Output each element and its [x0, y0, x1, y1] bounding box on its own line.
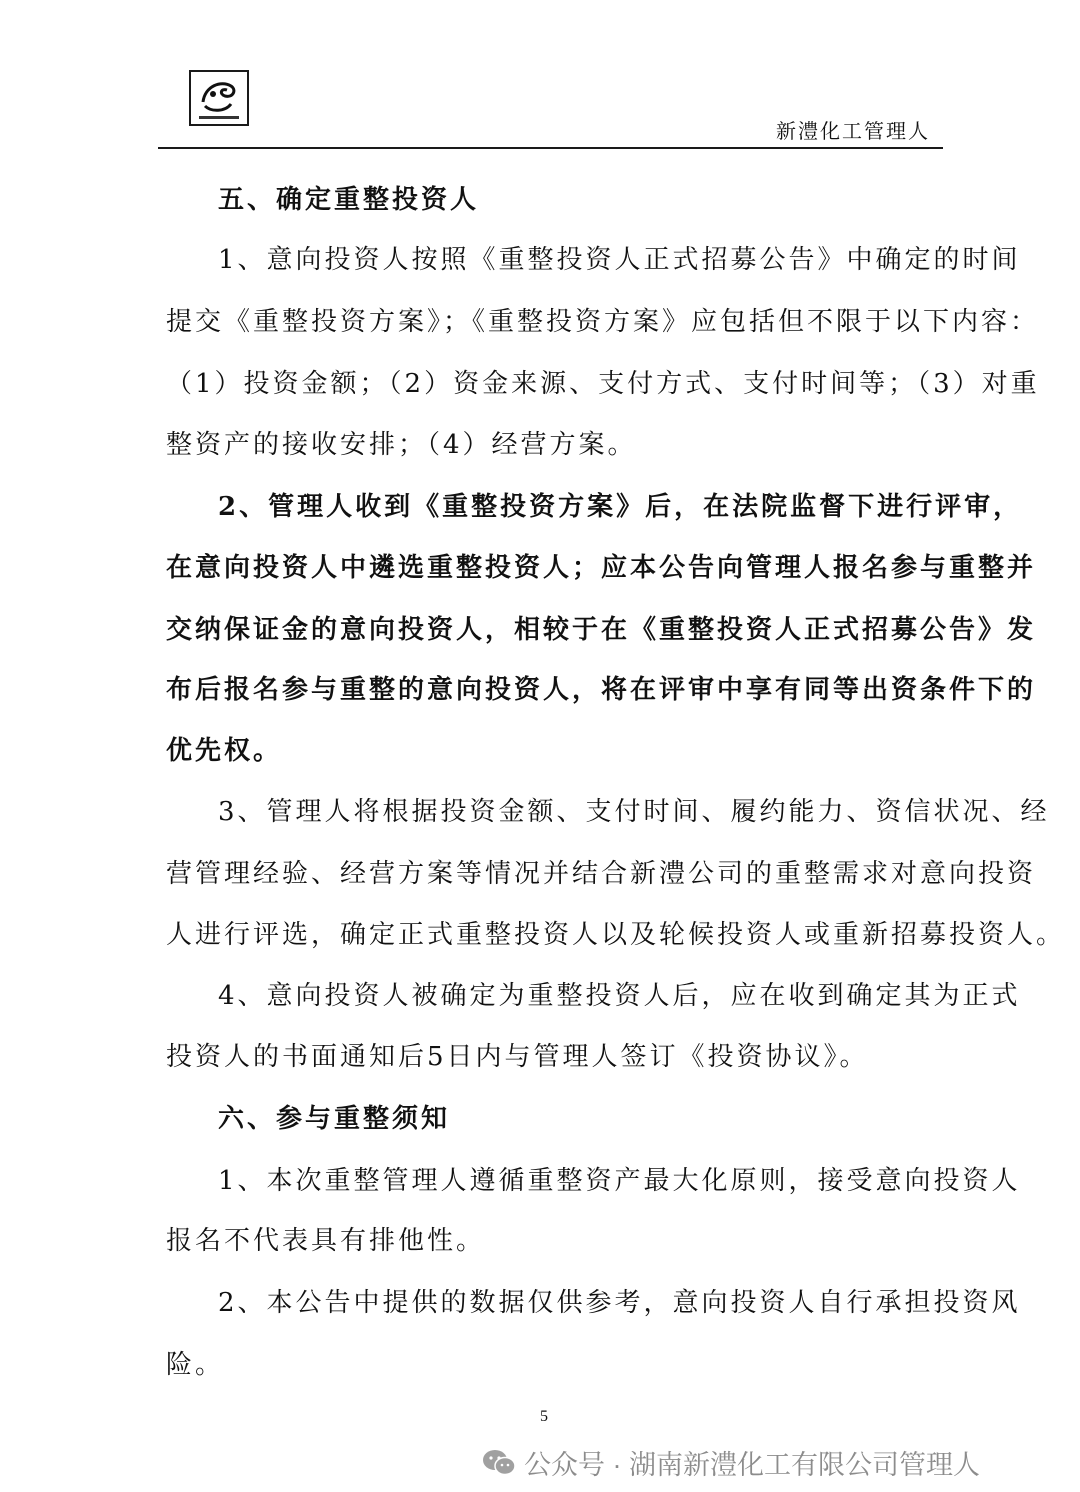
paragraph-line: 投资人的书面通知后5日内与管理人签订《投资协议》。 [166, 1042, 869, 1072]
header-title: 新澧化工管理人 [776, 119, 930, 143]
paragraph-line-bold: 交纳保证金的意向投资人，相较于在《重整投资人正式招募公告》发 [166, 615, 1037, 645]
paragraph-line: 2、本公告中提供的数据仅供参考，意向投资人自行承担投资风 [218, 1288, 1021, 1318]
paragraph-line: 人进行评选，确定正式重整投资人以及轮候投资人或重新招募投资人。 [166, 920, 1066, 950]
watermark [482, 1443, 980, 1482]
paragraph-line: 4、意向投资人被确定为重整投资人后，应在收到确定其为正式 [218, 981, 1021, 1011]
header-divider [158, 147, 943, 149]
paragraph-line: 提交《重整投资方案》；《重整投资方案》应包括但不限于以下内容： [166, 307, 1040, 337]
company-logo [189, 70, 249, 126]
paragraph-line-bold: 优先权。 [166, 736, 283, 766]
page-number: 5 [540, 1408, 548, 1425]
paragraph-line: 险。 [166, 1350, 225, 1380]
paragraph-line: 整资产的接收安排；（4）经营方案。 [166, 430, 637, 460]
paragraph-line-bold: 在意向投资人中遴选重整投资人；应本公告向管理人报名参与重整并 [166, 553, 1037, 583]
paragraph-line: 1、本次重整管理人遵循重整资产最大化原则，接受意向投资人 [218, 1166, 1021, 1196]
paragraph-line-bold: 布后报名参与重整的意向投资人，将在评审中享有同等出资条件下的 [166, 675, 1037, 705]
paragraph-line: 营管理经验、经营方案等情况并结合新澧公司的重整需求对意向投资 [166, 859, 1037, 889]
paragraph-line: 3、管理人将根据投资金额、支付时间、履约能力、资信状况、经 [218, 797, 1050, 827]
watermark-text: 公众号 · 湖南新澧化工有限公司管理人 [524, 1450, 980, 1480]
wechat-icon [482, 1448, 516, 1478]
paragraph-line: 报名不代表具有排他性。 [166, 1226, 486, 1256]
section-heading-6: 六、参与重整须知 [218, 1104, 451, 1134]
paragraph-line-bold: 2、管理人收到《重整投资方案》后，在法院监督下进行评审， [218, 492, 1023, 522]
paragraph-line: （1）投资金额；（2）资金来源、支付方式、支付时间等；（3）对重 [166, 369, 1040, 399]
paragraph-line: 1、意向投资人按照《重整投资人正式招募公告》中确定的时间 [218, 245, 1021, 275]
section-heading-5: 五、确定重整投资人 [218, 185, 480, 215]
